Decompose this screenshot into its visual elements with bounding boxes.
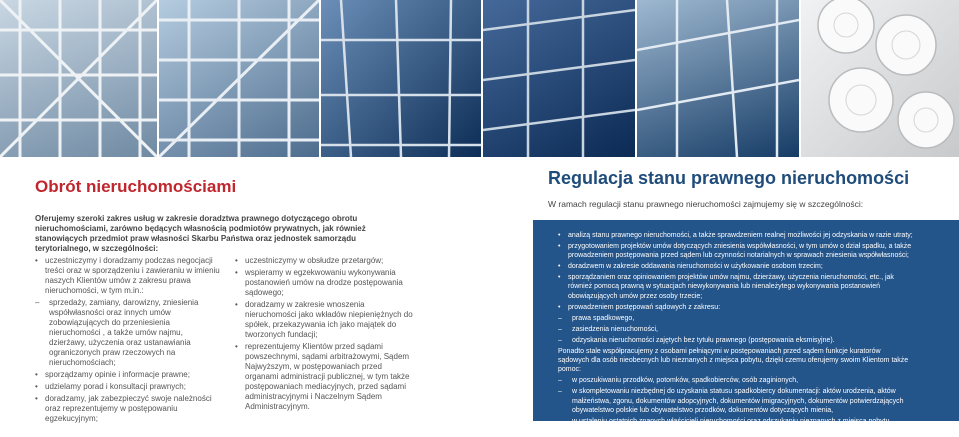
photo-building-corner bbox=[637, 0, 799, 157]
photo-glass-facade bbox=[321, 0, 481, 157]
list-item: Ponadto stale współpracujemy z osobami pełniącymi w postępowaniach przed sądem funkcje kuratorów sądowych dla osób nieobecnych lub nieznanych z miejsca pobytu, dzięki czemu oferujemy swoim Klientom także pomoc: bbox=[558, 348, 909, 374]
left-title: Obrót nieruchomościami bbox=[35, 177, 237, 196]
list-item: • doradzamy, jak zabezpieczyć swoje należności oraz reprezentujemy w postępowaniu egzekucyjnym; bbox=[35, 394, 220, 424]
list-item: • wspieramy w egzekwowaniu wykonywania postanowień umów na drodze postępowania sądowego; bbox=[235, 268, 415, 298]
photo-glass-scaffold bbox=[159, 0, 319, 157]
left-column-1 bbox=[35, 256, 220, 426]
photo-rolled-blueprints bbox=[801, 0, 959, 157]
list-item: – zasiedzenia nieruchomości, bbox=[558, 325, 913, 334]
list-item: • uczestniczymy i doradzamy podczas negocjacji treści oraz w sporządzeniu i zawieraniu w imieniu naszych Klientów umów z zakresu prawa nieruchomości, w tym m.in.: bbox=[35, 256, 220, 296]
list-item: – prawa spadkowego, bbox=[558, 314, 913, 323]
right-title: Regulacja stanu prawnego nieruchomości bbox=[548, 168, 910, 188]
right-intro: W ramach regulacji stanu prawnego nieruchomości zajmujemy się w szczególności: bbox=[548, 199, 864, 209]
list-item: • analizą stanu prawnego nieruchomości, a także sprawdzeniem realnej możliwości jej odzyskania w razie utraty; bbox=[558, 231, 913, 240]
list-item: – w skompletowaniu niezbędnej do uzyskania statusu spadkobiercy dokumentacji: aktów urodzenia, aktów małżeństwa, zgonu, dokumentów adopcyjnych, dokumentów imigracyjnych, dokumentów potwierdzających obywatelstwo polskie lub obywatelstwo przodków, dokumentów dotyczących mienia, bbox=[558, 387, 913, 414]
list-item: • doradzwem w zakresie oddawania nieruchomości w użytkowanie osobom trzecim; bbox=[558, 262, 913, 271]
list-item: • sporządzaniem oraz opiniowaniem projektów umów najmu, dzierżawy, użyczenia nieruchomości, etc., jak również pomocą prawną w sytuacjach niewykonywania lub nienależytego wykonywania postanowień obowiązujących umów przez osoby trzecie; bbox=[558, 273, 913, 300]
list-item: • uczestniczymy w obsłudze przetargów; bbox=[235, 256, 415, 266]
list-item: • doradzamy w zakresie wnoszenia nieruchomości jako wkładów niepieniężnych do spółek, przekazywania ich jako majątek do tworzonych fundacji; bbox=[235, 300, 415, 340]
right-list bbox=[558, 231, 913, 437]
list-item: – w poszukiwaniu przodków, potomków, spadkobierców, osób zaginionych, bbox=[558, 376, 913, 385]
left-column-2 bbox=[235, 256, 415, 414]
photo-building-windows bbox=[483, 0, 635, 157]
photo-steel-structure bbox=[0, 0, 157, 157]
list-item: • przygotowaniem projektów umów dotyczących zniesienia współwłasności, w tym umów o dział spadku, a także prowadzeniem postępowania przed sądem lub czynności notarialnych w sprawach zniesienia współwłasności; bbox=[558, 242, 913, 260]
list-item: • prowadzeniem postępowań sądowych z zakresu: bbox=[558, 303, 913, 312]
list-item: • sporządzamy opinie i informacje prawne; bbox=[35, 370, 220, 380]
list-item: – sprzedaży, zamiany, darowizny, zniesienia współwłasności oraz innych umów zobowiązujących do przeniesienia nieruchomości , a także umów najmu, dzierżawy, użyczenia oraz ustanawiania ograniczonych praw rzeczowych na nieruchomościach; bbox=[35, 298, 220, 368]
list-item: • udzielamy porad i konsultacji prawnych; bbox=[35, 382, 220, 392]
list-item: • reprezentujemy Klientów przed sądami powszechnymi, sądami arbitrażowymi, Sądem Najwyższym, w postępowaniach przed organami administracji publicznej, w tym także postępowaniach mediacyjnych, przed sądami administracyjnymi i Naczelnym Sądem Administracyjnym. bbox=[235, 342, 415, 412]
list-item: – w ustaleniu ostatnich znanych właścicieli nieruchomości oraz odszukaniu nieznanych z miejsca pobytu właścicieli nieruchomości lub ich spadkobierców. bbox=[558, 417, 913, 435]
left-intro: Oferujemy szeroki zakres usług w zakresie doradztwa prawnego dotyczącego obrotu nieruchomościami, zarówno będących własnością podmiotów prywatnych, jak również stanowiących przedmiot praw własności Skarbu Państwa oraz jednostek samorządu terytorialnego, w szczególności: bbox=[35, 214, 366, 253]
list-item: – odzyskania nieruchomości zajętych bez tytułu prawnego (postępowania eksmisyjne). bbox=[558, 336, 913, 345]
